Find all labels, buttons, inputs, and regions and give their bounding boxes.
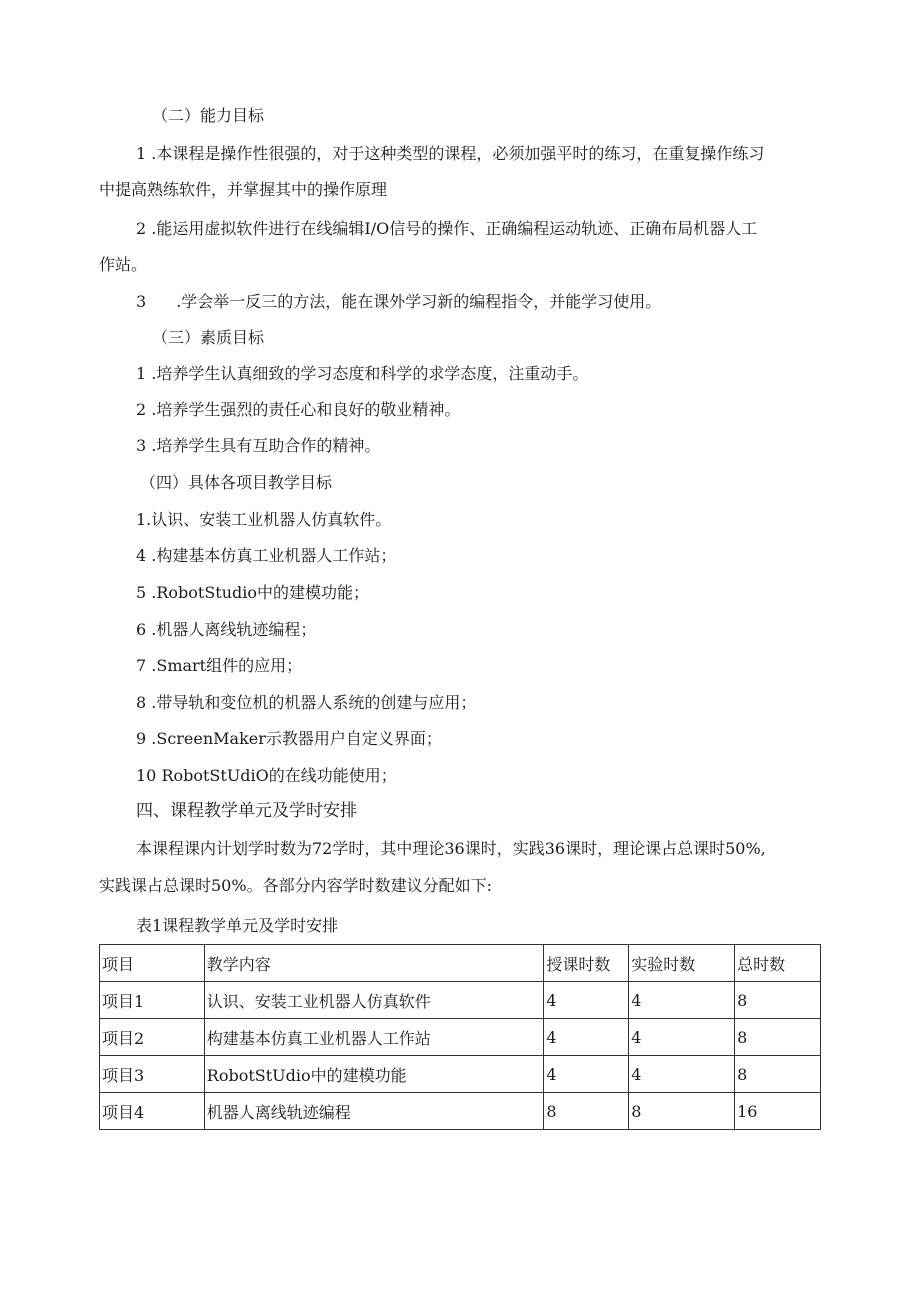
table-cell: 机器人离线轨迹编程	[204, 1093, 544, 1130]
project-goal-item: 10 RobotStUdiO的在线功能使用；	[136, 766, 397, 785]
quality-item-number: 3	[136, 436, 147, 455]
table-cell: 4	[544, 1019, 629, 1056]
project-goal-item: 9 .ScreenMaker示教器用户自定义界面；	[136, 729, 442, 748]
table-cell: 认识、安装工业机器人仿真软件	[204, 982, 544, 1019]
quality-item-text: .培养学生强烈的责任心和良好的敬业精神。	[151, 400, 461, 419]
table-header-cell: 总时数	[735, 945, 821, 982]
ability-item-3	[136, 294, 661, 310]
table-cell: RobotStUdio中的建模功能	[204, 1056, 544, 1093]
project-goal-item: 7 .Smart组件的应用；	[136, 656, 303, 675]
hours-paragraph-line-2: 实践课占总课时50%。各部分内容学时数建议分配如下:	[99, 876, 492, 895]
section-4-heading: 四、课程教学单元及学时安排	[136, 801, 357, 821]
ability-item-3-number: 3	[136, 292, 147, 311]
table-row	[100, 1093, 821, 1130]
table-cell: 项目3	[100, 1056, 205, 1093]
table-row	[100, 1019, 821, 1056]
table-header-cell: 实验时数	[629, 945, 735, 982]
table-caption: 表1课程教学单元及学时安排	[136, 916, 339, 935]
table-cell: 构建基本仿真工业机器人工作站	[204, 1019, 544, 1056]
ability-item-3-text: .学会举一反三的方法，能在课外学习新的编程指令，并能学习使用。	[176, 292, 662, 311]
table-header-row	[100, 945, 821, 982]
ability-item-2-line-2: 作站。	[99, 255, 148, 274]
projects-heading: （四）具体各项目教学目标	[140, 473, 333, 492]
table-row	[100, 982, 821, 1019]
table-cell: 4	[544, 1056, 629, 1093]
table-cell: 项目4	[100, 1093, 205, 1130]
quality-item	[136, 366, 588, 382]
quality-item	[136, 402, 460, 418]
quality-item	[136, 438, 380, 454]
table-row	[100, 1056, 821, 1093]
table-cell: 8	[735, 1019, 821, 1056]
table-cell: 项目2	[100, 1019, 205, 1056]
table-cell: 8	[735, 982, 821, 1019]
hours-paragraph-line-1: 本课程课内计划学时数为72学时，其中理论36课时，实践36课时，理论课占总课时50%,	[136, 839, 766, 858]
table-cell: 8	[629, 1093, 735, 1130]
ability-item-1-text: .本课程是操作性很强的，对于这种类型的课程，必须加强平时的练习，在重复操作练习	[151, 144, 765, 163]
project-goal-item: 1.认识、安装工业机器人仿真软件。	[136, 510, 392, 529]
table-header-cell: 授课时数	[544, 945, 629, 982]
table-cell: 项目1	[100, 982, 205, 1019]
ability-item-1-number: 1	[136, 144, 147, 163]
project-goal-item: 4 .构建基本仿真工业机器人工作站；	[136, 546, 397, 565]
quality-item-number: 1	[136, 364, 147, 383]
teaching-units-table	[99, 944, 821, 1130]
ability-item-1-line-2: 中提高熟练软件，并掌握其中的操作原理	[99, 180, 388, 199]
ability-item-2-line-1	[136, 221, 757, 237]
project-goal-item: 8 .带导轨和变位机的机器人系统的创建与应用；	[136, 693, 477, 712]
quality-item-text: .培养学生认真细致的学习态度和科学的求学态度，注重动手。	[151, 364, 589, 383]
table-cell: 16	[735, 1093, 821, 1130]
ability-item-2-text: .能运用虚拟软件进行在线编辑I/O信号的操作、正确编程运动轨迹、正确布局机器人工	[151, 219, 758, 238]
table-cell: 4	[629, 1056, 735, 1093]
quality-item-number: 2	[136, 400, 147, 419]
table-cell: 4	[629, 1019, 735, 1056]
table-cell: 8	[544, 1093, 629, 1130]
quality-item-text: .培养学生具有互助合作的精神。	[151, 436, 381, 455]
table-header-cell: 项目	[100, 945, 205, 982]
table-cell: 8	[735, 1056, 821, 1093]
table-cell: 4	[544, 982, 629, 1019]
ability-item-1-line-1	[136, 146, 764, 162]
project-goal-item: 5 .RobotStudio中的建模功能；	[136, 583, 370, 602]
project-goal-item: 6 .机器人离线轨迹编程；	[136, 620, 317, 639]
ability-heading: （二）能力目标	[152, 106, 265, 125]
quality-heading: （三）素质目标	[152, 328, 265, 347]
table-header-cell: 教学内容	[204, 945, 544, 982]
table-cell: 4	[629, 982, 735, 1019]
ability-item-2-number: 2	[136, 219, 147, 238]
